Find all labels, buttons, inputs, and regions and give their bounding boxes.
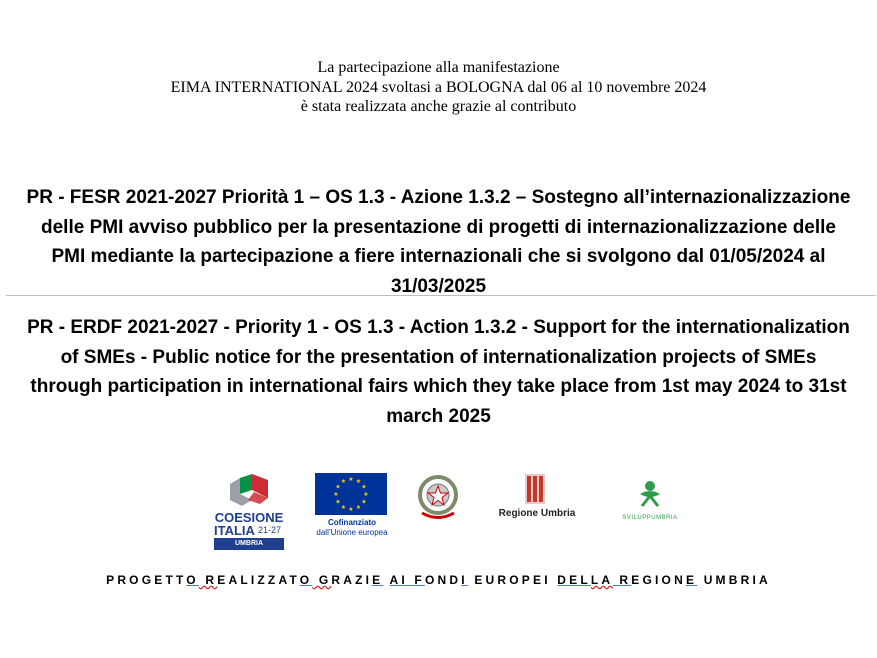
svg-text:★: ★	[348, 506, 354, 513]
svg-text:★: ★	[355, 504, 362, 511]
footer-part: O	[299, 573, 313, 587]
english-line: through participation in international fairs which they take place from 1st may 2024 to 31st	[30, 376, 847, 397]
sviluppumbria-symbol-icon	[632, 478, 668, 510]
svg-text:★: ★	[340, 478, 347, 485]
footer-tagline	[0, 573, 877, 587]
english-line: of SMEs - Public notice for the presentation of internationalization projects of SMEs	[60, 346, 817, 368]
footer-part: I	[461, 573, 468, 587]
footer-part: F	[407, 573, 425, 587]
umbria-candles-icon	[523, 472, 547, 506]
coesione-years: 21-27	[258, 525, 282, 535]
regione-umbria-label: Regione Umbria	[498, 508, 576, 519]
coesione-italia-logo	[210, 470, 288, 552]
english-line: PR - ERDF 2021-2027 - Priority 1 - OS 1.3 - Action 1.3.2 - Support for the internationalization	[27, 317, 850, 338]
footer-part: E	[685, 573, 698, 587]
coesione-arrow-icon	[210, 470, 288, 510]
svg-text:★: ★	[335, 483, 341, 491]
footer-part: R	[612, 573, 632, 587]
english-line: march 2025	[386, 405, 491, 427]
italian-line: 31/03/2025	[390, 275, 487, 297]
svg-text:★: ★	[340, 504, 347, 511]
svg-text:★: ★	[355, 478, 362, 485]
footer-part: G	[312, 573, 332, 587]
italian-line: delle PMI avviso pubblico per la presentazione di progetti di internazionalizzazione delle	[41, 216, 836, 238]
sviluppumbria-label: SVILUPPUMBRIA	[622, 515, 678, 521]
svg-text:★: ★	[348, 476, 354, 483]
footer-part: RAZI	[331, 573, 373, 587]
footer-part: UMBRIA	[697, 573, 771, 587]
coesione-name: COESIONE	[214, 510, 284, 525]
footer-part: E	[372, 573, 384, 587]
footer-part: OND	[424, 573, 462, 587]
intro-line-3: è stata realizzata anche grazie al contributo	[300, 98, 577, 115]
sviluppumbria-logo	[614, 478, 686, 528]
eu-label-1: Cofinanziato	[328, 518, 376, 527]
intro-line-1: La partecipazione alla manifestazione	[317, 59, 560, 76]
footer-part: O	[186, 573, 199, 587]
italian-republic-emblem	[412, 472, 464, 522]
footer-part: AI	[389, 573, 408, 587]
eu-label-2: dall’Unione europea	[316, 528, 388, 537]
eu-flag-icon	[315, 473, 387, 515]
coesione-country: ITALIA	[214, 523, 255, 538]
svg-text:★: ★	[361, 483, 367, 491]
footer-part: EUROPEI	[474, 573, 551, 587]
footer-part: PROGETT	[106, 573, 187, 587]
regione-umbria-logo	[492, 472, 582, 522]
svg-text:★: ★	[333, 491, 339, 498]
footer-part: DEL	[557, 573, 591, 587]
footer-part: LA	[590, 573, 613, 587]
svg-text:★: ★	[335, 498, 341, 506]
italian-line: PR - FESR 2021-2027 Priorità 1 – OS 1.3 - Azione 1.3.2 – Sostegno all’internazionalizzazione	[26, 187, 851, 208]
italian-emblem-icon	[412, 472, 464, 522]
footer-part: EGION	[631, 573, 686, 587]
italian-line: PMI mediante la partecipazione a fiere internazionali che si svolgono dal 01/05/2024 al	[51, 246, 826, 267]
svg-text:★: ★	[361, 498, 367, 506]
footer-part: EALIZZAT	[217, 573, 300, 587]
intro-line-2: EIMA INTERNATIONAL 2024 svoltasi a BOLOGNA dal 06 al 10 novembre 2024	[170, 78, 707, 96]
footer-part: R	[198, 573, 218, 587]
svg-text:★: ★	[363, 491, 369, 498]
eu-cofinanced-logo	[312, 473, 392, 543]
coesione-region: UMBRIA	[214, 538, 284, 550]
